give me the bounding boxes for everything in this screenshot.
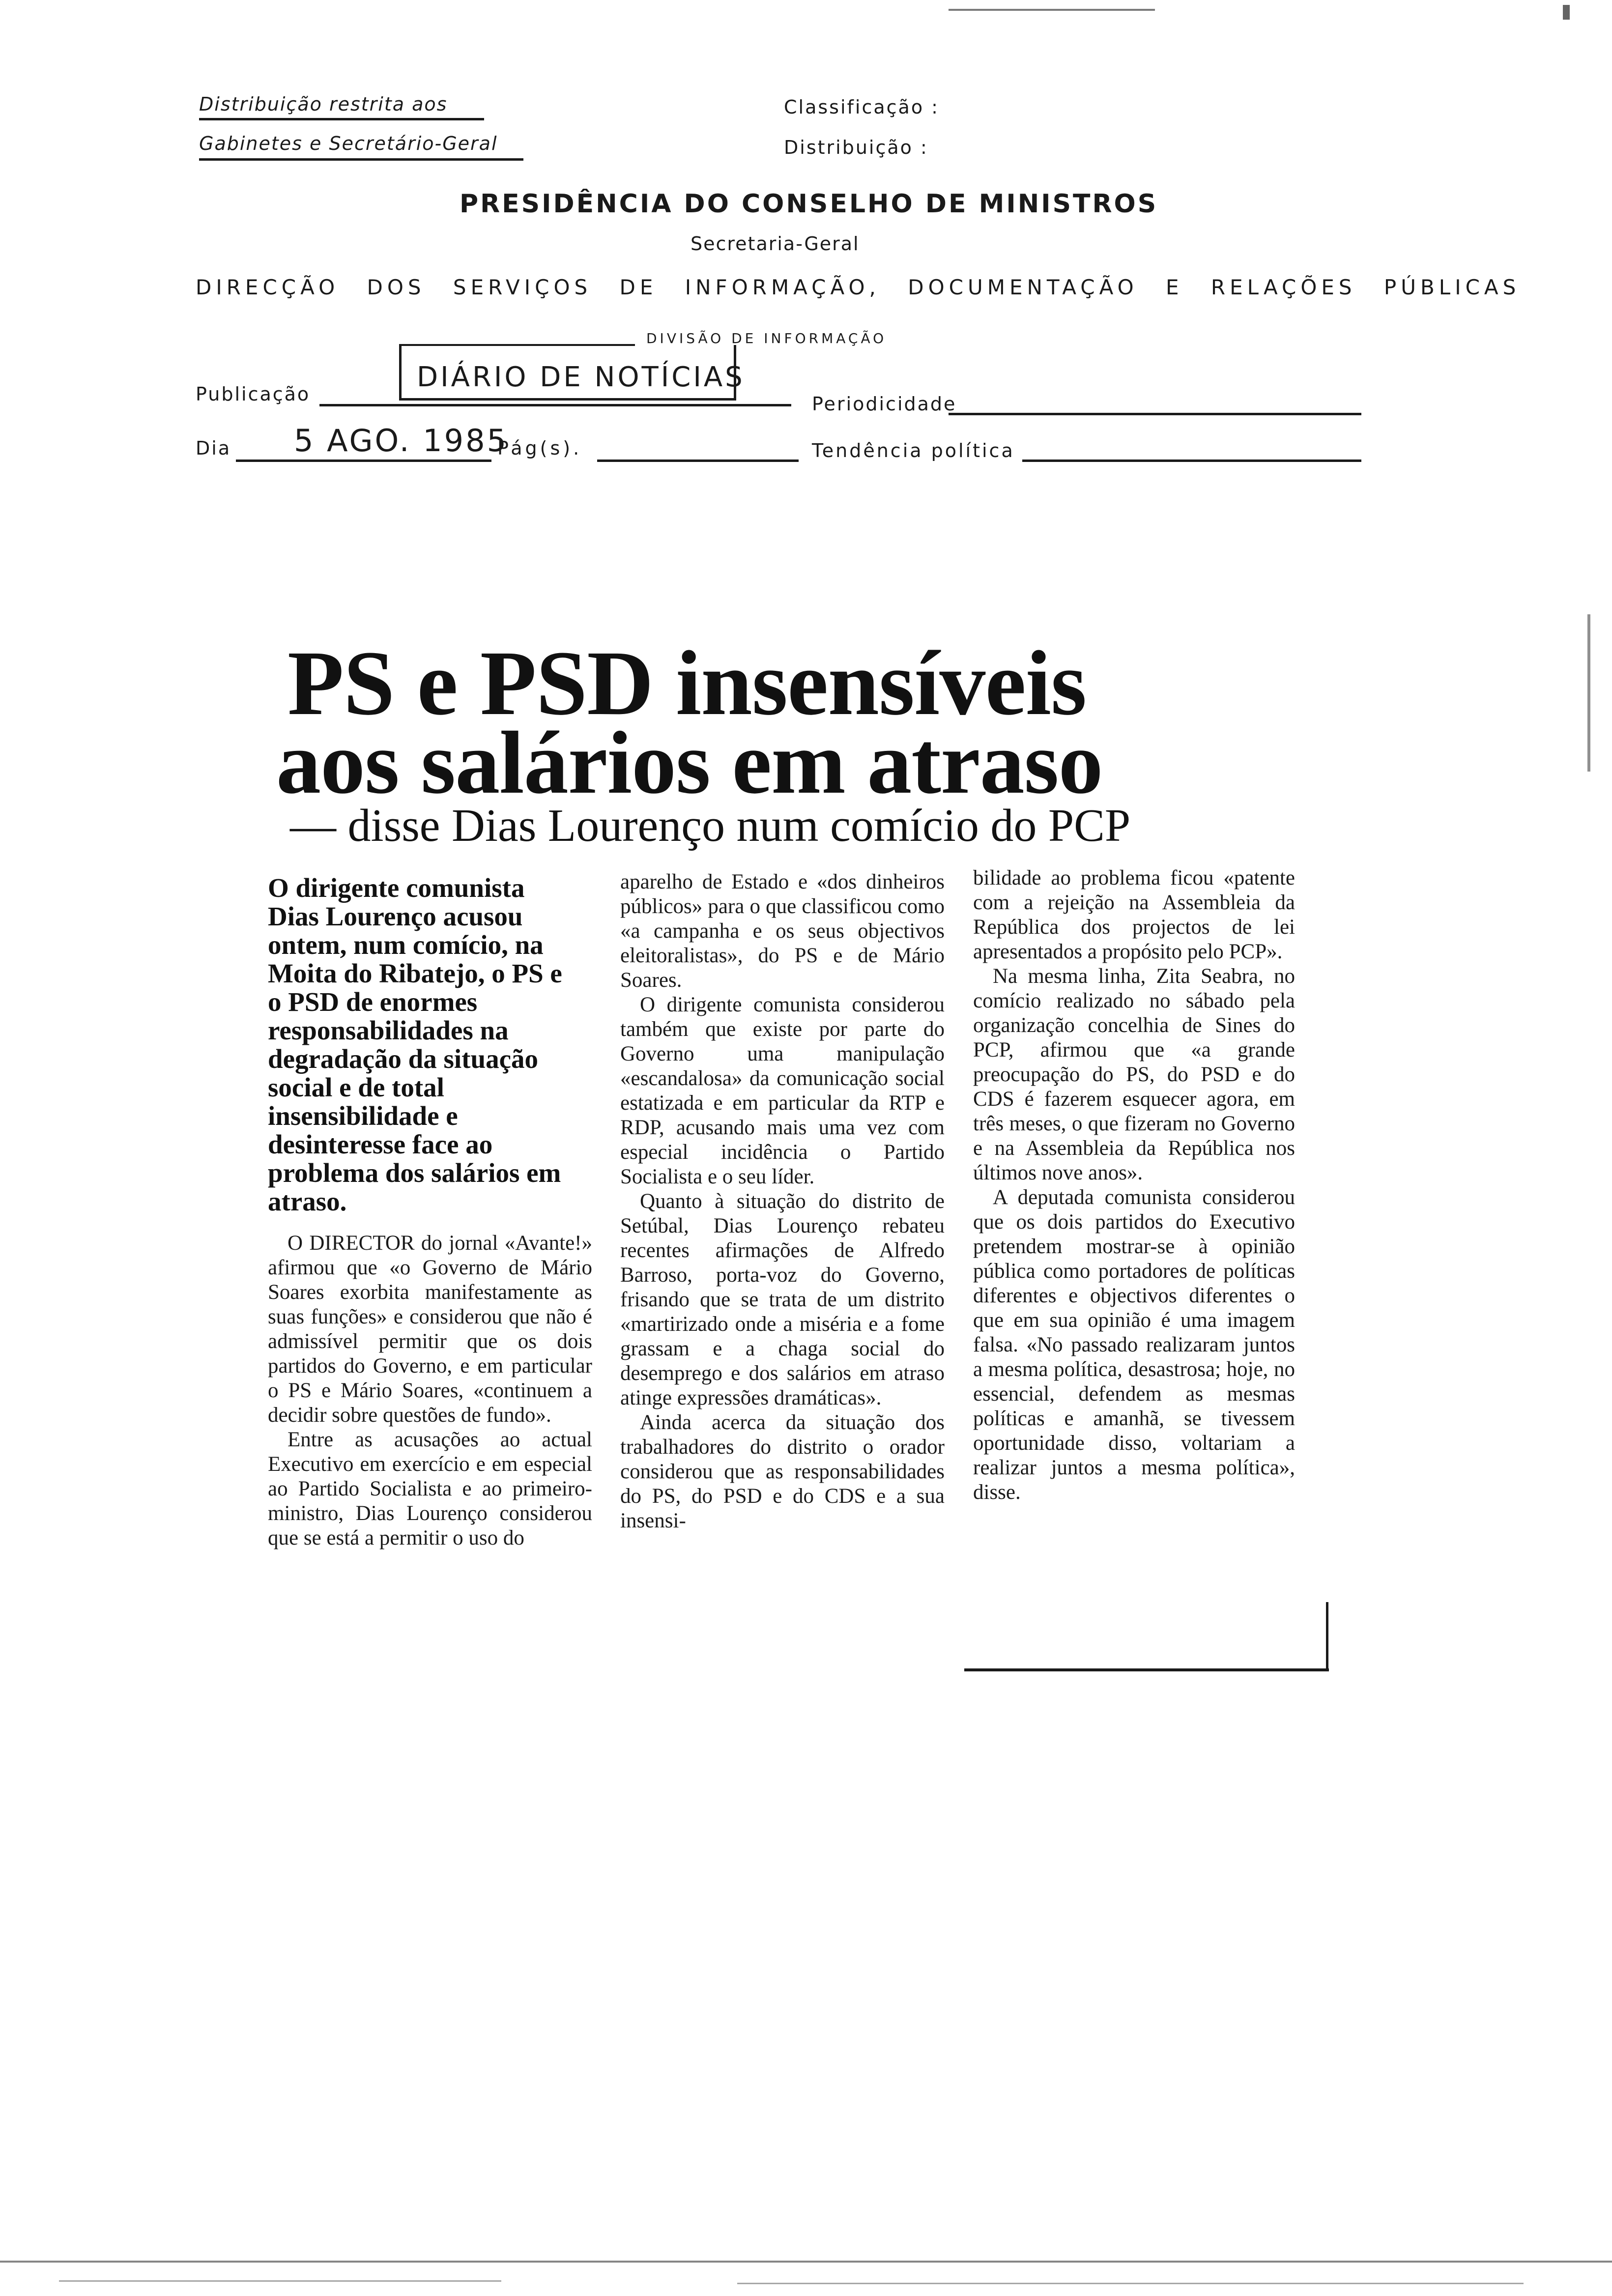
publicacao-value: DIÁRIO DE NOTÍCIAS — [417, 361, 745, 393]
scan-noise — [737, 2283, 1524, 2284]
periodicidade-underline — [949, 413, 1361, 415]
headline-line-2: aos salários em atraso — [276, 714, 1103, 812]
publicacao-label: Publicação — [196, 383, 311, 405]
article-column-3 — [973, 866, 1295, 1505]
col2-paragraph: O dirigente comunista considerou também que existe por parte do Governo uma manipulação «escandalosa» da comunicação social estatizada e em particular da RTP e RDP, acusando mais uma vez com especial incidência o Partido Socialista e o seu líder. — [620, 993, 945, 1188]
restriction-underline-1 — [199, 118, 484, 120]
col2-paragraph: Ainda acerca da situação dos trabalhadores do distrito o orador considerou que as responsabilidades do PS, do PSD e do CDS e a sua insensi- — [620, 1411, 945, 1532]
restriction-line-1: Distribuição restrita aos — [199, 93, 448, 115]
scan-noise — [1587, 614, 1590, 772]
clipping-bottom-border — [964, 1668, 1329, 1671]
headline-line-1: PS e PSD insensíveis — [288, 631, 1087, 734]
subheadline: — disse Dias Lourenço num comício do PCP — [290, 800, 1131, 851]
directorate-line: DIRECÇÃO DOS SERVIÇOS DE INFORMAÇÃO, DOCUMENTAÇÃO E RELAÇÕES PÚBLICAS — [196, 275, 1521, 299]
periodicidade-label: Periodicidade — [812, 393, 957, 415]
publicacao-underline — [319, 404, 791, 406]
scan-noise — [59, 2280, 501, 2282]
restriction-line-2: Gabinetes e Secretário-Geral — [199, 133, 498, 154]
restriction-underline-2 — [199, 158, 523, 161]
pags-label: Pág(s). — [497, 437, 582, 459]
col1-paragraph: O DIRECTOR do jornal «Avante!» afirmou que «o Governo de Mário Soares exorbita manifestamente as suas funções» e considerou que não é admissível permitir que os dois partidos do Governo, e em particular o PS e Mário Soares, «continuem a decidir sobre questões de fundo». — [268, 1232, 592, 1427]
division-line: DIVISÃO DE INFORMAÇÃO — [646, 330, 887, 346]
col3-paragraph: bilidade ao problema ficou «patente com a rejeição na Assembleia da República dos projectos de lei apresentados a propósito pelo PCP». — [973, 866, 1295, 963]
pags-underline — [597, 459, 799, 462]
dia-label: Dia — [196, 437, 231, 459]
col2-paragraph: aparelho de Estado e «dos dinheiros públicos» para o que classificou como «a campanha e os seus objectivos eleitoralistas», do PS e de Mário Soares. — [620, 870, 945, 992]
stamp-top-line — [399, 344, 635, 346]
scan-noise — [949, 9, 1155, 11]
classificacao-label: Classificação : — [784, 96, 939, 118]
col3-paragraph: Na mesma linha, Zita Seabra, no comício realizado no sábado pela organização concelhia de Sines do PCP, afirmou que «a grande preocupação do PS, do PSD e do CDS é fazerem esquecer agora, em três meses, o que fizeram no Governo e na Assembleia da República nos últimos nove anos». — [973, 965, 1295, 1184]
office-subtitle: Secretaria-Geral — [691, 233, 860, 255]
tendencia-underline — [1022, 459, 1361, 462]
clipping-right-border — [1326, 1602, 1328, 1671]
col3-paragraph: A deputada comunista considerou que os dois partidos do Executivo pretendem mostrar-se à opinião pública como portadores de políticas diferentes e objectivos diferentes o que em sua opinião é uma imagem falsa. «No passado realizaram juntos a mesma política, desastrosa; hoje, no essencial, defendem as mesmas políticas e amanhã, se tivessem oportunidade disso, voltariam a realizar juntos a mesma política», disse. — [973, 1186, 1295, 1504]
lead-paragraph: O dirigente comunista Dias Lourenço acusou ontem, num comício, na Moita do Ribatejo, o PS e o PSD de enormes responsabilidades na degradação da situação social e de total insensibilidade e desinteresse face ao problema dos salários em atraso. — [268, 873, 562, 1216]
col1-paragraph: Entre as acusações ao actual Executivo em exercício e em especial ao Partido Socialista e ao primeiro-ministro, Dias Lourenço considerou que se está a permitir o uso do — [268, 1428, 592, 1550]
scan-noise — [0, 2261, 1612, 2263]
distribuicao-label: Distribuição : — [784, 137, 928, 158]
col2-paragraph: Quanto à situação do distrito de Setúbal, Dias Lourenço rebateu recentes afirmações de Alfredo Barroso, porta-voz do Governo, frisando que se trata de um distrito «martirizado onde a miséria e a fome grassam e a chaga social do desemprego e dos salários em atraso atinge expressões dramáticas». — [620, 1190, 945, 1409]
article-column-1 — [268, 1231, 592, 1550]
dia-value: 5 AGO. 1985 — [294, 423, 509, 459]
scan-noise — [1563, 5, 1570, 20]
office-title: PRESIDÊNCIA DO CONSELHO DE MINISTROS — [460, 189, 1158, 219]
dia-underline — [236, 459, 491, 462]
article-column-2 — [620, 870, 945, 1533]
tendencia-label: Tendência política — [812, 440, 1015, 461]
